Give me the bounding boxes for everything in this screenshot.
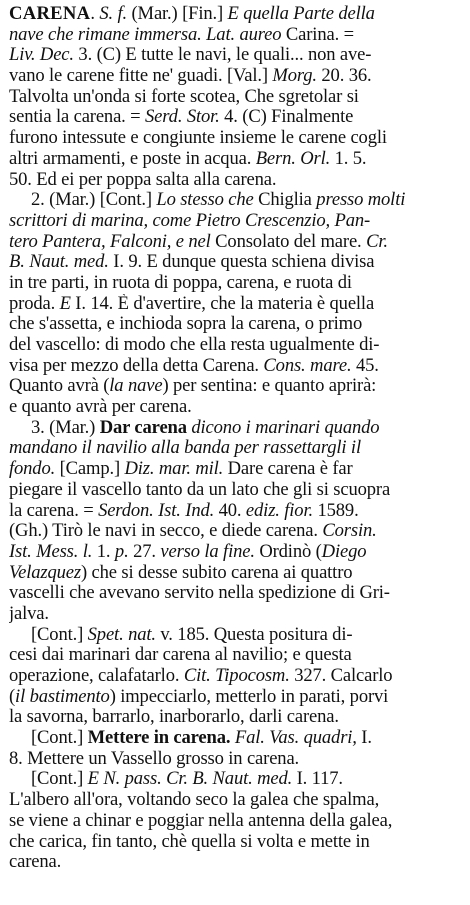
text-run: [Cont.] [31, 728, 88, 749]
text-run: Corsin. [322, 521, 377, 542]
text-run: Lo stesso che [156, 190, 254, 211]
text-run: 1589. [312, 500, 359, 521]
text-line [9, 707, 462, 728]
text-line [9, 232, 462, 253]
headword: CARENA [9, 4, 91, 24]
text-run: Mettere in carena. [87, 728, 231, 749]
text-run: L'albero all'ora, voltando seco la galea che spalma, [9, 790, 380, 811]
text-line [9, 687, 462, 708]
text-line [9, 45, 462, 66]
text-run: tero Pantera, Falconi, e nel [9, 231, 211, 252]
text-line [9, 4, 462, 25]
text-line [9, 749, 462, 770]
text-run: sentia la carena. = [9, 107, 146, 128]
text-line [9, 87, 462, 108]
text-line [9, 542, 462, 563]
text-line [9, 832, 462, 853]
text-run: che carica, fin tanto, chè quella si volta e mette in [9, 831, 370, 852]
text-run: Consolato del mare. [210, 231, 367, 252]
text-run: ( [9, 686, 16, 707]
text-line [9, 645, 462, 666]
text-run: (Gh.) Tirò le navi in secco, e diede carena. [9, 521, 323, 542]
text-run: 2. (Mar.) [Cont.] [31, 190, 157, 211]
text-run: in tre parti, in ruota di poppa, carena, e ruota di [9, 272, 352, 293]
text-run: proda. [9, 293, 60, 314]
text-run: 20. 36. [316, 66, 372, 87]
text-run: 327. Calcarlo [289, 666, 393, 686]
text-run: Quanto avrà ( [9, 376, 110, 397]
entry-carena [9, 4, 462, 190]
text-run: ) che si desse subito carena ai quattro [80, 562, 353, 583]
text-run: Spet. nat. [87, 624, 156, 645]
text-run: Liv. Dec. [9, 45, 74, 66]
text-run: S. f. [99, 4, 128, 24]
text-run: vano le carene fitte ne' guadi. [Val.] [9, 66, 273, 87]
text-line [9, 252, 462, 273]
text-run: E N. pass. Cr. B. Naut. med. [87, 769, 293, 790]
text-line [9, 480, 462, 501]
text-run: carena. [9, 852, 62, 873]
text-run: Cons. mare. [263, 355, 352, 376]
text-run: Morg. [272, 66, 317, 87]
text-run: la carena. = [9, 500, 99, 521]
text-run: 27. [128, 541, 161, 562]
text-run: ) impecciarlo, metterlo in parati, porvi [109, 686, 389, 707]
text-line [9, 728, 462, 749]
text-run: Ist. Mess. l. [9, 541, 93, 562]
text-run: 1. 5. [330, 148, 367, 169]
text-line [9, 170, 462, 191]
text-line [9, 438, 462, 459]
text-run: presso molti [316, 190, 406, 211]
text-run: cesi dai marinari dar carena al navilio; e questa [9, 645, 352, 666]
text-line [9, 149, 462, 170]
text-run: verso la fine. [160, 541, 255, 562]
text-run: I. 9. E dunque questa schiena divisa [108, 252, 375, 273]
text-line [9, 294, 462, 315]
text-line [9, 790, 462, 811]
text-run: Dare carena è far [223, 459, 353, 480]
text-run: jalva. [9, 603, 49, 624]
text-line [9, 376, 462, 397]
text-line [9, 190, 462, 211]
text-run: I. 117. [292, 769, 343, 790]
text-run: Cit. Tipocosm. [183, 666, 290, 686]
text-run: ) per sentina: e quanto aprirà: [162, 376, 377, 397]
text-run: 8. Mettere un Vassello grosso in carena. [9, 748, 300, 769]
text-line [9, 811, 462, 832]
text-run: il bastimento [15, 686, 110, 707]
text-run: Carina. = [281, 24, 354, 45]
cont-e-n-pass [9, 769, 462, 872]
text-line [9, 583, 462, 604]
text-run: E [59, 293, 71, 314]
text-line [9, 666, 462, 687]
text-run: E quella Parte della [227, 4, 375, 24]
text-run: Chiglia [253, 190, 317, 211]
text-line [9, 459, 462, 480]
text-run: Dar carena [99, 417, 187, 438]
text-run: [Camp.] [55, 459, 125, 480]
text-line [9, 25, 462, 46]
text-run: I. 14. È d'avertire, che la materia è quella [70, 293, 375, 314]
text-run: Cr. [366, 231, 388, 252]
text-run: 4. (C) Finalmente [219, 107, 354, 128]
text-run: piegare il vascello tanto da un lato che gli si scuopra [9, 479, 391, 500]
text-run: e quanto avrà per carena. [9, 397, 192, 418]
text-run: [Cont.] [31, 624, 88, 645]
text-line [9, 356, 462, 377]
cont-mettere-in-carena [9, 728, 462, 769]
text-run: (Mar.) [Fin.] [127, 4, 228, 24]
text-run: se viene a chinar e poggiar nella antenna della galea, [9, 810, 393, 831]
text-line [9, 501, 462, 522]
text-run: ediz. fior. [245, 500, 313, 521]
text-run: mandano il navilio alla banda per rassettargli il [9, 438, 361, 459]
text-run: vascelli che avevano servito nella spedizione di Gri- [9, 583, 390, 604]
text-line [9, 335, 462, 356]
text-run: Serd. Stor. [145, 107, 220, 128]
text-line [9, 563, 462, 584]
text-line [9, 397, 462, 418]
text-run: . [90, 4, 100, 24]
text-run: Velazquez [9, 562, 81, 583]
text-run: fondo. [9, 459, 56, 480]
text-line [9, 107, 462, 128]
text-line [9, 604, 462, 625]
text-run: che s'assetta, e inchioda sopra la carena, o primo [9, 314, 363, 335]
text-run: nave che rimane immersa. Lat. aureo [9, 24, 282, 45]
text-line [9, 211, 462, 232]
text-run: la savorna, barrarlo, inarborarlo, darli carena. [9, 707, 339, 728]
text-run: Fal. Vas. quadri, [234, 728, 357, 749]
text-run: la nave [109, 376, 163, 397]
sense-3 [9, 418, 462, 625]
text-run: del vascello: di modo che ella resta ugualmente di- [9, 335, 380, 355]
text-run: Serdon. Ist. Ind. [98, 500, 215, 521]
text-run: altri armamenti, e poste in acqua. [9, 148, 256, 169]
text-run: 1. [92, 541, 115, 562]
text-line [9, 852, 462, 873]
text-line [9, 769, 462, 790]
text-run: v. 185. Questa positura di- [155, 624, 353, 645]
text-run: furono intessute e congiunte insieme le carene cogli [9, 128, 387, 149]
text-run: 3. (Mar.) [31, 417, 100, 438]
text-line [9, 418, 462, 439]
text-line [9, 521, 462, 542]
text-run: [Cont.] [31, 769, 88, 790]
text-run: 3. (C) E tutte le navi, le quali... non ave- [73, 45, 372, 66]
text-run: scrittori di marina, come Pietro Crescenzio, Pan- [9, 210, 371, 231]
cont-spet-nat [9, 625, 462, 728]
text-run: 40. [214, 500, 246, 521]
text-run: visa per mezzo della detta Carena. [9, 355, 264, 376]
text-run: p. [114, 541, 129, 562]
text-run: 45. [351, 355, 379, 376]
text-run: Diego [321, 541, 367, 562]
text-line [9, 314, 462, 335]
text-run: I. [356, 728, 372, 749]
text-run: 50. Ed ei per poppa salta alla carena. [9, 169, 277, 190]
text-run: Ordinò ( [254, 541, 322, 562]
text-line [9, 625, 462, 646]
text-line [9, 66, 462, 87]
text-run: Diz. mar. mil. [124, 459, 224, 480]
sense-2 [9, 190, 462, 418]
text-line [9, 273, 462, 294]
text-run: B. Naut. med. [9, 252, 109, 273]
text-run: Bern. Orl. [255, 148, 331, 169]
text-line [9, 128, 462, 149]
text-run: Talvolta un'onda si forte scotea, Che sgretolar si [9, 86, 359, 107]
text-run: operazione, calafatarlo. [9, 666, 184, 686]
text-run: dicono i marinari quando [191, 417, 380, 438]
